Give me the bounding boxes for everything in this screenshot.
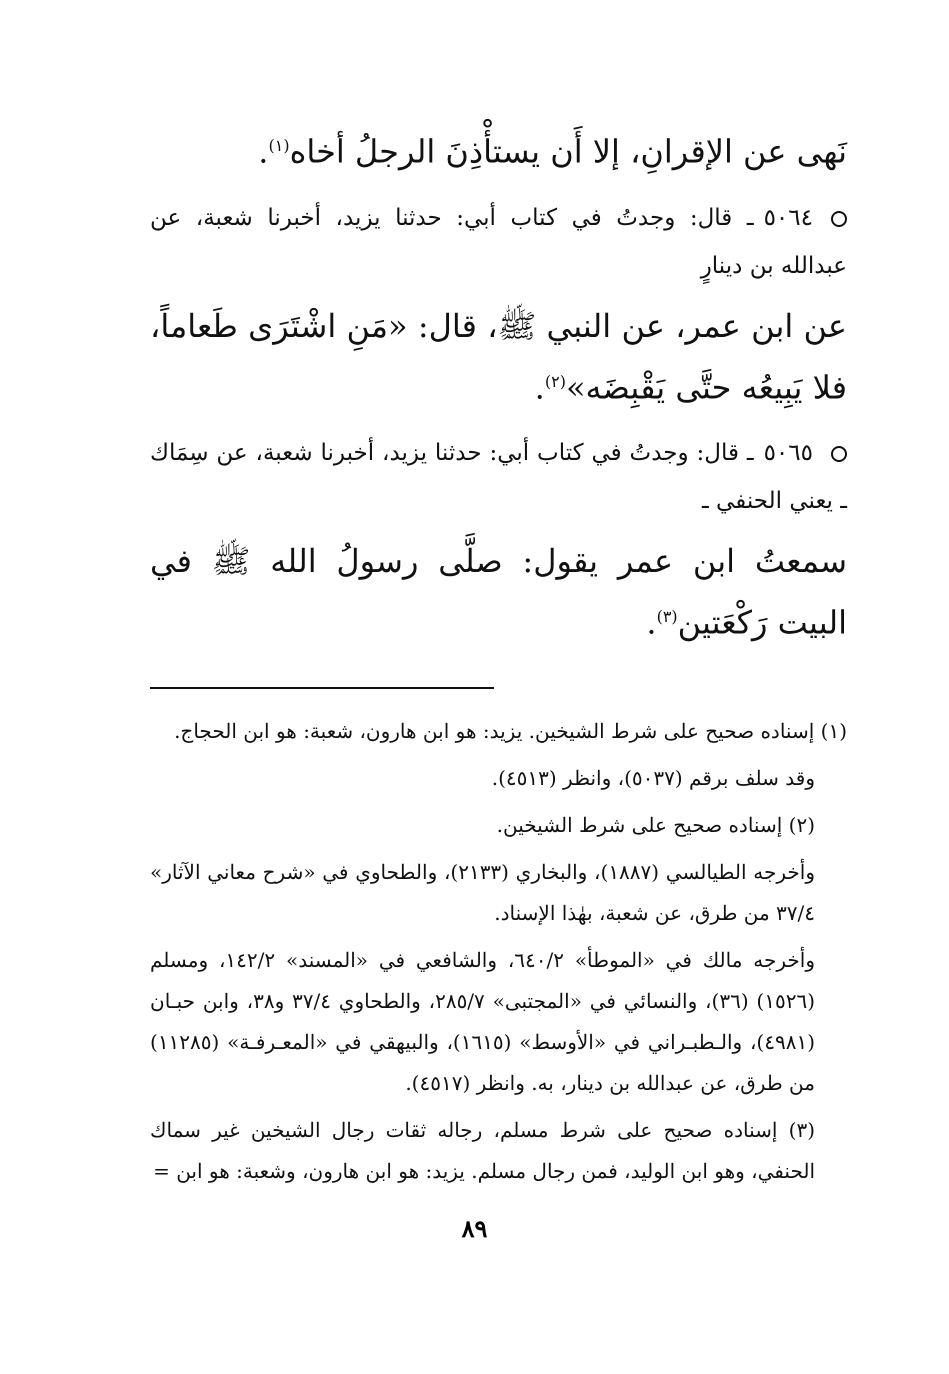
footnote: (١) إسناده صحيح على شرط الشيخين. يزيد: هو ابن هارون، شعبة: هو ابن الحجاج.	[174, 718, 847, 743]
matn-text: عن ابن عمر، عن النبي ﷺ، قال: «مَنِ اشْتَرَى طَعاماً، فلا يَبِيعُه حتَّى يَقْبِضَه»	[150, 306, 847, 407]
isnad-5065	[150, 429, 847, 525]
hadith-number: ٥٠٦٤	[763, 204, 813, 231]
footnote-ref-2: (٢)	[544, 371, 566, 391]
matn-5065: سمعتُ ابن عمر يقول: صلَّى رسولُ الله ﷺ في البيت رَكْعَتين$^{(٣)}$.	[150, 542, 847, 642]
footnotes	[150, 711, 847, 1192]
footnote-ref-1: (١)	[268, 136, 290, 155]
isnad-text: ـ قال: وجدتُ في كتاب أبي: حدثنا يزيد، أخبرنا شعبة، عن سِمَاك ـ يعني الحنفي ـ	[150, 440, 847, 515]
footnote: (٢) إسناده صحيح على شرط الشيخين.	[496, 812, 815, 837]
hadith-marker-icon	[831, 211, 847, 227]
footnote-separator	[150, 687, 494, 689]
footnote: وأخرجه مالك في «الموطأ» ٦٤٠/٢، والشافعي في «المسند» ١٤٢/٢، ومسلم (١٥٢٦) (٣٦)، والنسائي في «المجتبى» ٢٨٥/٧، والطحاوي ٣٧/٤ و٣٨، وابن حبـان (٤٩٨١)، والـطبـراني في «الأوسط» (١٦١٥)، والبيهقي في «المعـرفـة» (١١٢٨٥) من طرق، عن عبدالله بن دينار، به. وانظر (٤٥١٧).	[150, 947, 815, 1095]
matn-text: سمعتُ ابن عمر يقول: صلَّى رسولُ الله ﷺ في البيت رَكْعَتين	[150, 542, 847, 642]
matn-5064: عن ابن عمر، عن النبي ﷺ، قال: «مَنِ اشْتَرَى طَعاماً، فلا يَبِيعُه حتَّى يَقْبِضَه»$^{(٢)}$.	[150, 306, 847, 407]
footnote: وأخرجه الطيالسي (١٨٨٧)، والبخاري (٢١٣٣)، والطحاوي في «شرح معاني الآثار» ٣٧/٤ من طرق، عن شعبة، بهٰذا الإسناد.	[150, 859, 815, 925]
isnad-5064	[150, 194, 847, 290]
isnad-text: ـ قال: وجدتُ في كتاب أبي: حدثنا يزيد، أخبرنا شعبة، عن عبدالله بن دينارٍ	[150, 204, 847, 279]
hadith-number: ٥٠٦٥	[763, 440, 813, 467]
hadith-5063-ending: نَهى عن الإقرانِ، إلا أَن يستأْذِنَ الرجلُ أخاه$^{(١)}$.	[258, 132, 847, 171]
hadith-text: نَهى عن الإقرانِ، إلا أَن يستأْذِنَ الرجلُ أخاه	[289, 132, 847, 171]
hadith-marker-icon	[831, 446, 847, 462]
footnote-ref-3: (٣)	[656, 607, 678, 627]
footnote: وقد سلف برقم (٥٠٣٧)، وانظر (٤٥١٣).	[491, 765, 815, 790]
page-content	[150, 118, 847, 1374]
footnote: (٣) إسناده صحيح على شرط مسلم، رجاله ثقات رجال الشيخين غير سماك الحنفي، وهو ابن الوليد، فمن رجال مسلم. يزيد: هو ابن هارون، وشعبة: هو ابن =	[150, 1117, 815, 1183]
page-number: ٨٩	[461, 1214, 488, 1243]
